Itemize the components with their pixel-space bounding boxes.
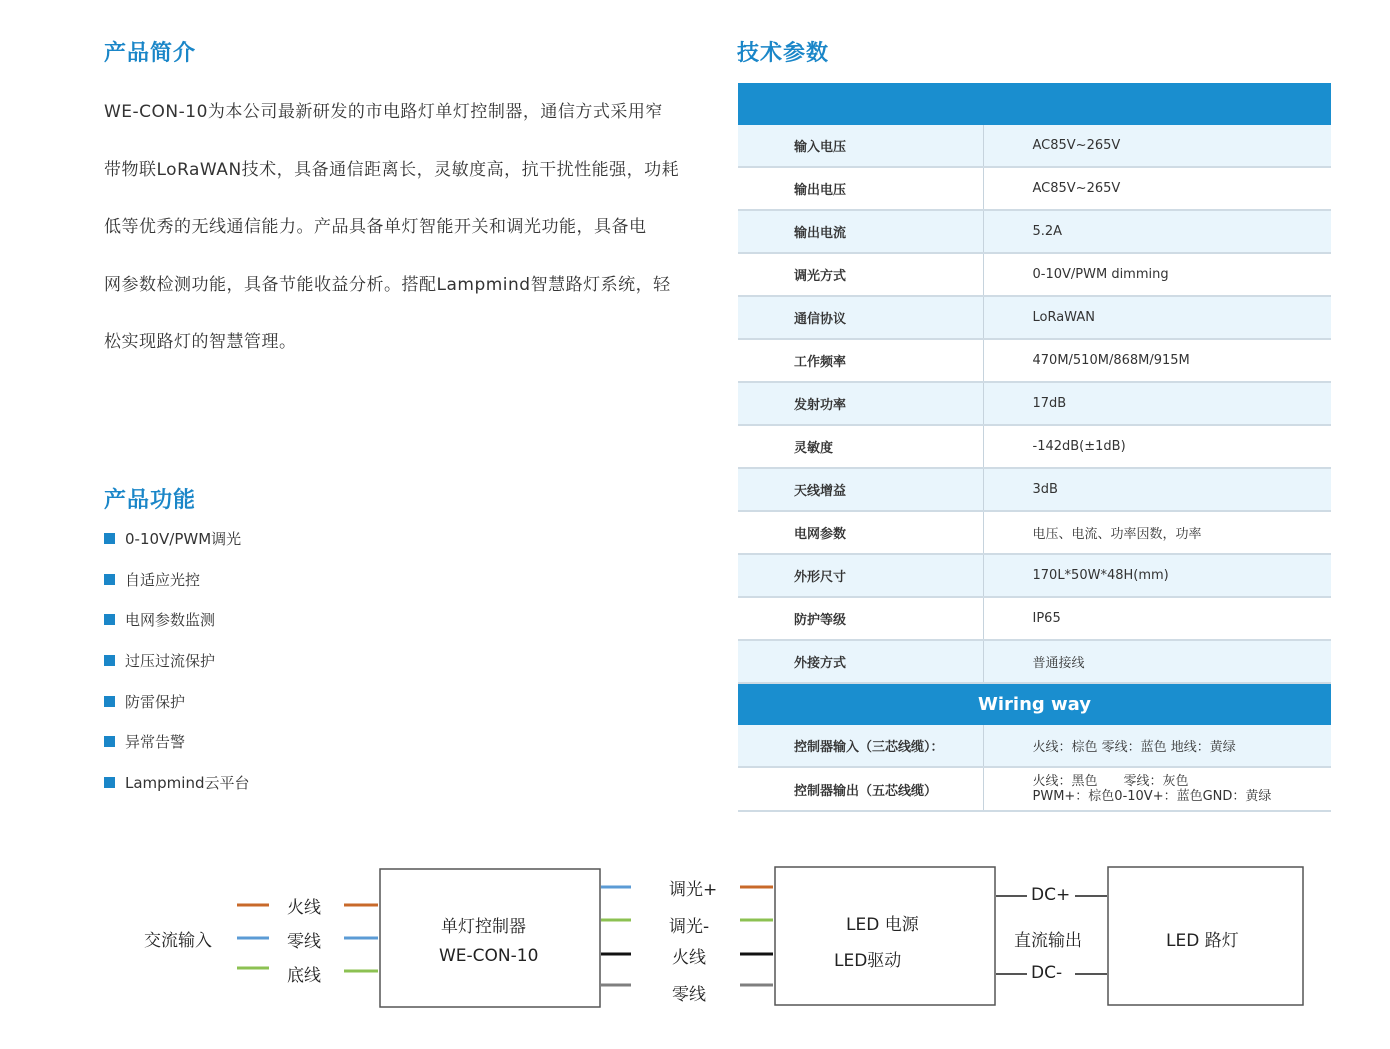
wiring-diagram: [0, 830, 1390, 1049]
feature-item: 过压过流保护: [104, 640, 250, 681]
dc-plus-label: DC+: [1031, 885, 1071, 905]
spec-table-header: [738, 83, 1331, 125]
out-wire-label: 调光-: [669, 917, 710, 937]
table-row: 通信协议 LoRaWAN: [738, 296, 1331, 339]
table-row: 外形尺寸 170L*50W*48H(mm): [738, 554, 1331, 597]
table-row: 电网参数 电压、电流、功率因数，功率: [738, 511, 1331, 554]
intro-text: [104, 84, 704, 372]
feature-item: Lampmind云平台: [104, 762, 250, 803]
table-row: 控制器输出（五芯线缆） 火线：黑色 零线：灰色 PWM+：棕色0-10V+：蓝色GND：黄绿: [738, 767, 1331, 811]
out-wire-label: 零线: [672, 985, 706, 1005]
in-wire-label: 火线: [287, 898, 321, 918]
out-wire-label: 火线: [672, 948, 706, 968]
table-row: 外接方式 普通接线: [738, 640, 1331, 683]
specs-title: 技术参数: [737, 41, 830, 66]
bullet-square-icon: [104, 574, 115, 585]
spec-table: [738, 83, 1331, 812]
dc-output-label: 直流输出: [1014, 931, 1082, 951]
bullet-square-icon: [104, 696, 115, 707]
wiring-header: Wiring way: [738, 683, 1331, 725]
driver-box: [775, 867, 995, 1005]
feature-item: 异常告警: [104, 721, 250, 762]
table-row: 工作频率 470M/510M/868M/915M: [738, 339, 1331, 382]
bullet-square-icon: [104, 736, 115, 747]
in-wire-label: 底线: [287, 966, 321, 986]
table-row: 输出电压 AC85V~265V: [738, 167, 1331, 210]
table-row: 输出电流 5.2A: [738, 210, 1331, 253]
out-wire-label: 调光+: [669, 880, 718, 900]
intro-line: 带物联LoRaWAN技术，具备通信距离长，灵敏度高，抗干扰性能强，功耗: [104, 159, 680, 180]
controller-label: 单灯控制器: [441, 917, 526, 937]
intro-line: 低等优秀的无线通信能力。产品具备单灯智能开关和调光功能，具备电: [104, 217, 647, 237]
dc-minus-label: DC-: [1031, 963, 1063, 983]
controller-model: WE-CON-10: [439, 946, 539, 966]
features-list: [104, 518, 250, 803]
table-row: 天线增益 3dB: [738, 468, 1331, 511]
driver-label: LED 电源: [846, 915, 919, 935]
bullet-square-icon: [104, 655, 115, 666]
bullet-square-icon: [104, 533, 115, 544]
ac-input-label: 交流输入: [144, 931, 212, 951]
in-wire-label: 零线: [287, 932, 321, 952]
feature-item: 电网参数监测: [104, 599, 250, 640]
controller-box: [380, 869, 600, 1007]
feature-item: 0-10V/PWM调光: [104, 518, 250, 559]
intro-line: 网参数检测功能，具备节能收益分析。搭配Lampmind智慧路灯系统，轻: [104, 274, 671, 295]
intro-title: 产品简介: [104, 41, 197, 66]
features-title: 产品功能: [104, 488, 197, 513]
bullet-square-icon: [104, 777, 115, 788]
table-row: 防护等级 IP65: [738, 597, 1331, 640]
table-row: 输入电压 AC85V~265V: [738, 125, 1331, 167]
bullet-square-icon: [104, 614, 115, 625]
table-row: 调光方式 0-10V/PWM dimming: [738, 253, 1331, 296]
feature-item: 防雷保护: [104, 681, 250, 722]
intro-line: 松实现路灯的智慧管理。: [104, 332, 297, 352]
table-row: 发射功率 17dB: [738, 382, 1331, 425]
table-row: 灵敏度 -142dB(±1dB): [738, 425, 1331, 468]
lamp-label: LED 路灯: [1166, 931, 1239, 951]
table-row: 控制器输入（三芯线缆）： 火线：棕色 零线：蓝色 地线：黄绿: [738, 725, 1331, 767]
driver-label: LED驱动: [834, 951, 902, 971]
feature-item: 自适应光控: [104, 559, 250, 600]
intro-line: WE-CON-10为本公司最新研发的市电路灯单灯控制器，通信方式采用窄: [104, 102, 663, 122]
